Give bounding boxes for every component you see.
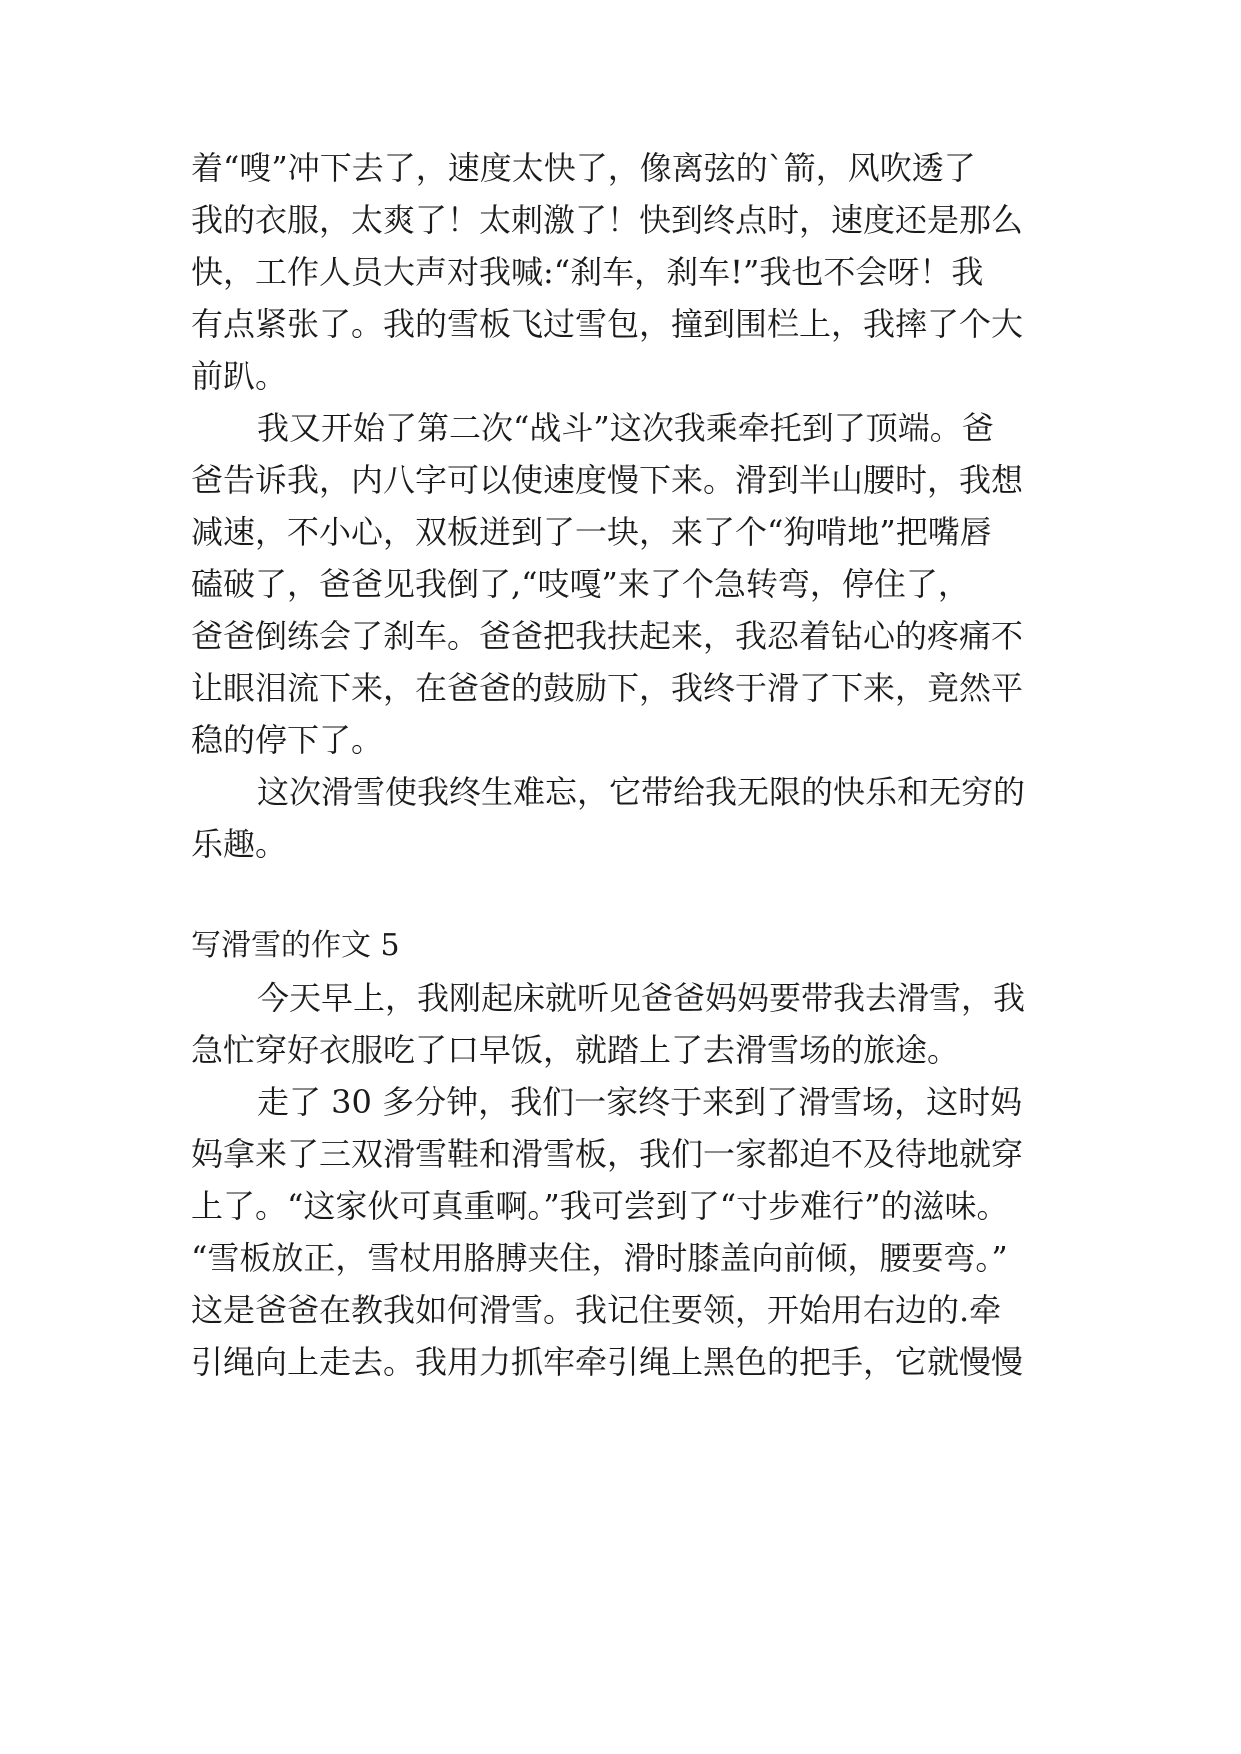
text-line: 快，工作人员大声对我喊:“刹车，刹车!”我也不会呀！我 bbox=[191, 253, 984, 291]
text-line: 走了 30 多分钟，我们一家终于来到了滑雪场，这时妈 bbox=[257, 1083, 1023, 1121]
text-line: 这是爸爸在教我如何滑雪。我记住要领，开始用右边的.牵 bbox=[191, 1291, 1002, 1329]
text-line: 上了。“这家伙可真重啊。”我可尝到了“寸步难行”的滋味。 bbox=[191, 1187, 1009, 1225]
text-line: 前趴。 bbox=[191, 357, 288, 395]
text-line: 今天早上，我刚起床就听见爸爸妈妈要带我去滑雪，我 bbox=[257, 979, 1026, 1017]
text-line: 我又开始了第二次“战斗”这次我乘牵托到了顶端。爸 bbox=[257, 409, 994, 447]
text-line: 急忙穿好衣服吃了口早饭，就踏上了去滑雪场的旅途。 bbox=[191, 1031, 960, 1069]
text-line: 磕破了，爸爸见我倒了,“吱嘎”来了个急转弯，停住了， bbox=[191, 565, 970, 603]
text-line: 爸告诉我，内八字可以使速度慢下来。滑到半山腰时，我想 bbox=[191, 461, 1024, 499]
text-line: 乐趣。 bbox=[191, 825, 288, 863]
text-line: 这次滑雪使我终生难忘，它带给我无限的快乐和无穷的 bbox=[257, 773, 1026, 811]
text-line: 让眼泪流下来，在爸爸的鼓励下，我终于滑了下来，竟然平 bbox=[191, 669, 1024, 707]
text-line: 有点紧张了。我的雪板飞过雪包，撞到围栏上，我摔了个大 bbox=[191, 305, 1024, 343]
text-line: 爸爸倒练会了刹车。爸爸把我扶起来，我忍着钻心的疼痛不 bbox=[191, 617, 1024, 655]
section-heading: 写滑雪的作文 5 bbox=[191, 928, 400, 963]
text-line: “雪板放正，雪杖用胳膊夹住，滑时膝盖向前倾，腰要弯。” bbox=[191, 1239, 1008, 1277]
text-line: 我的衣服，太爽了！太刺激了！快到终点时，速度还是那么 bbox=[191, 201, 1024, 239]
text-line: 减速，不小心，双板迸到了一块，来了个“狗啃地”把嘴唇 bbox=[191, 513, 992, 551]
text-line: 着“嗖”冲下去了，速度太快了，像离弦的`箭，风吹透了 bbox=[191, 149, 976, 187]
text-line: 妈拿来了三双滑雪鞋和滑雪板，我们一家都迫不及待地就穿 bbox=[191, 1135, 1024, 1173]
text-line: 稳的停下了。 bbox=[191, 721, 384, 759]
text-line: 引绳向上走去。我用力抓牢牵引绳上黑色的把手，它就慢慢 bbox=[191, 1343, 1024, 1381]
